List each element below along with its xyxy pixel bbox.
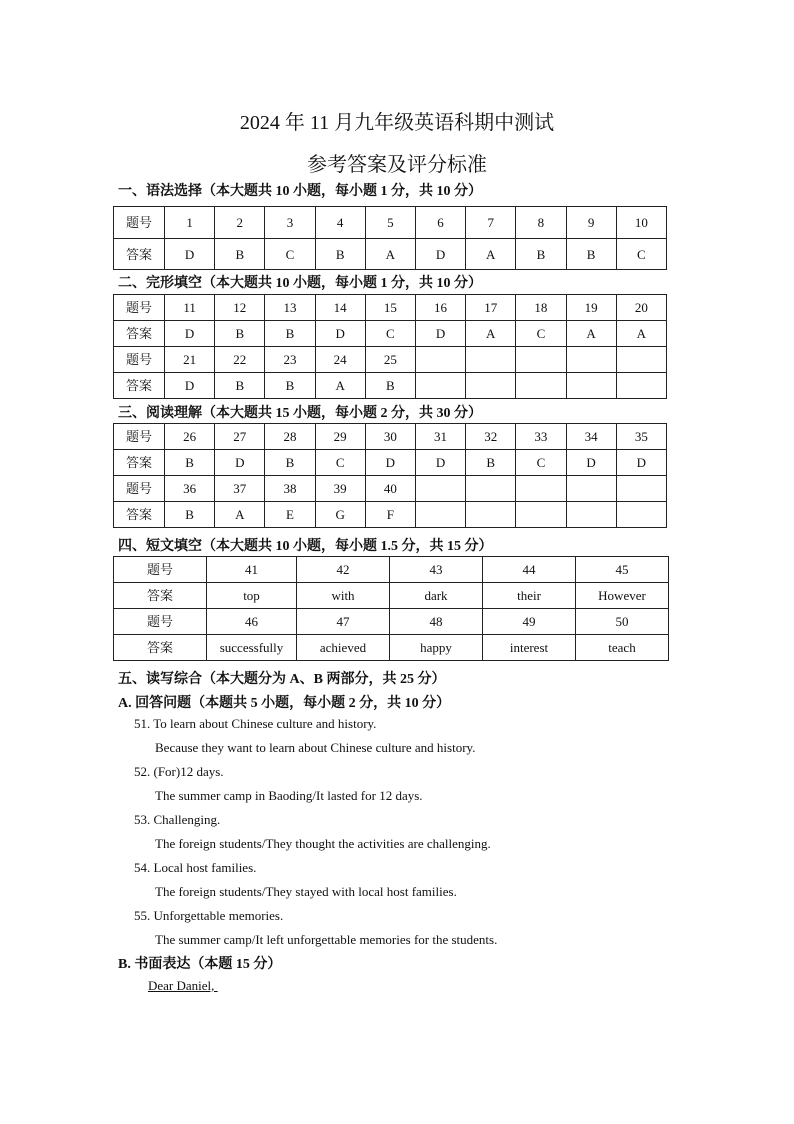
table-cell: 1 xyxy=(165,207,215,239)
table-cell: 答案 xyxy=(114,321,165,347)
table-cell: E xyxy=(265,502,315,528)
table-row xyxy=(114,609,669,635)
table-cell: dark xyxy=(390,583,483,609)
table-cell xyxy=(616,476,666,502)
section5-heading: 五、读写综合（本大题分为 A、B 两部分，共 25 分） xyxy=(118,672,446,687)
table-cell: 38 xyxy=(265,476,315,502)
table-cell: A xyxy=(616,321,666,347)
table-row xyxy=(114,347,667,373)
table-cell: C xyxy=(315,450,365,476)
table-cell: D xyxy=(365,450,415,476)
table-cell: 30 xyxy=(365,424,415,450)
table-cell: C xyxy=(265,239,315,270)
table-cell: happy xyxy=(390,635,483,661)
table-cell: B xyxy=(315,239,365,270)
table-cell: D xyxy=(215,450,265,476)
section5-part-b-heading: B. 书面表达（本题 15 分） xyxy=(118,957,282,972)
table-cell: 49 xyxy=(483,609,576,635)
table-row xyxy=(114,502,667,528)
table-cell: C xyxy=(516,321,566,347)
table-cell: 16 xyxy=(415,295,465,321)
section1-heading: 一、语法选择（本大题共 10 小题，每小题 1 分，共 10 分） xyxy=(118,184,482,199)
table-cell: A xyxy=(566,321,616,347)
table-cell: 4 xyxy=(315,207,365,239)
table-cell: 48 xyxy=(390,609,483,635)
table-cell: 50 xyxy=(576,609,669,635)
table-cell: B xyxy=(265,373,315,399)
table-cell xyxy=(566,347,616,373)
table-cell: B xyxy=(215,239,265,270)
table-cell: B xyxy=(466,450,516,476)
table-cell: 32 xyxy=(466,424,516,450)
answer-52-full: The summer camp in Baoding/It lasted for 12 days. xyxy=(155,788,423,803)
table-cell: 15 xyxy=(365,295,415,321)
table-cell xyxy=(415,373,465,399)
table-cell: 43 xyxy=(390,557,483,583)
table-cell: 8 xyxy=(516,207,566,239)
table-cell: C xyxy=(616,239,666,270)
table-row xyxy=(114,295,667,321)
table-cell: 25 xyxy=(365,347,415,373)
table-cell: 36 xyxy=(165,476,215,502)
table-cell: 29 xyxy=(315,424,365,450)
table-cell: 5 xyxy=(365,207,415,239)
answer-54-full: The foreign students/They stayed with local host families. xyxy=(155,884,457,899)
table-row xyxy=(114,557,669,583)
table-cell: teach xyxy=(576,635,669,661)
table-cell: 答案 xyxy=(114,583,207,609)
table-cell: 41 xyxy=(207,557,297,583)
table-cell: 31 xyxy=(415,424,465,450)
table-cell: 22 xyxy=(215,347,265,373)
table-row xyxy=(114,583,669,609)
section2-heading: 二、完形填空（本大题共 10 小题，每小题 1 分，共 10 分） xyxy=(118,276,482,291)
table-cell: 题号 xyxy=(114,347,165,373)
table-cell: 17 xyxy=(466,295,516,321)
table-cell xyxy=(466,502,516,528)
table-cell: 23 xyxy=(265,347,315,373)
table-cell: 24 xyxy=(315,347,365,373)
table-cell: 题号 xyxy=(114,207,165,239)
document-title: 2024 年 11 月九年级英语科期中测试 xyxy=(239,112,555,134)
answer-55-short: 55. Unforgettable memories. xyxy=(134,908,284,923)
table-cell: 19 xyxy=(566,295,616,321)
answer-52-short: 52. (For)12 days. xyxy=(134,764,224,779)
table-cell: 3 xyxy=(265,207,315,239)
table-row xyxy=(114,207,667,239)
section4-answer-table xyxy=(113,556,669,661)
table-cell: 题号 xyxy=(114,609,207,635)
answer-54-short: 54. Local host families. xyxy=(134,860,257,875)
table-cell: 题号 xyxy=(114,295,165,321)
table-cell: A xyxy=(466,239,516,270)
table-row xyxy=(114,635,669,661)
table-row xyxy=(114,476,667,502)
table-cell: 39 xyxy=(315,476,365,502)
table-cell: 11 xyxy=(165,295,215,321)
table-cell xyxy=(616,373,666,399)
table-cell: 40 xyxy=(365,476,415,502)
table-cell: However xyxy=(576,583,669,609)
answer-55-full: The summer camp/It left unforgettable memories for the students. xyxy=(155,932,498,947)
table-cell: B xyxy=(265,450,315,476)
answer-53-full: The foreign students/They thought the activities are challenging. xyxy=(155,836,491,851)
table-cell: A xyxy=(466,321,516,347)
table-cell: 13 xyxy=(265,295,315,321)
table-cell: D xyxy=(165,373,215,399)
table-cell: D xyxy=(415,321,465,347)
table-cell: A xyxy=(215,502,265,528)
section4-heading: 四、短文填空（本大题共 10 小题，每小题 1.5 分，共 15 分） xyxy=(118,539,493,554)
table-cell: 18 xyxy=(516,295,566,321)
table-cell: 答案 xyxy=(114,239,165,270)
table-cell: C xyxy=(365,321,415,347)
section1-answer-table xyxy=(113,206,667,270)
section3-answer-table xyxy=(113,423,667,528)
table-cell xyxy=(516,347,566,373)
table-cell: 28 xyxy=(265,424,315,450)
table-cell: 答案 xyxy=(114,373,165,399)
table-cell: D xyxy=(566,450,616,476)
table-cell: A xyxy=(315,373,365,399)
table-cell: D xyxy=(315,321,365,347)
table-cell: 6 xyxy=(415,207,465,239)
table-cell: 答案 xyxy=(114,635,207,661)
table-cell: 21 xyxy=(165,347,215,373)
table-cell: 答案 xyxy=(114,502,165,528)
table-cell: F xyxy=(365,502,415,528)
table-cell: 26 xyxy=(165,424,215,450)
table-cell: achieved xyxy=(297,635,390,661)
table-cell: 14 xyxy=(315,295,365,321)
table-cell xyxy=(566,476,616,502)
table-cell: B xyxy=(215,321,265,347)
table-row xyxy=(114,321,667,347)
table-cell xyxy=(466,476,516,502)
table-cell: 题号 xyxy=(114,476,165,502)
table-cell: D xyxy=(415,239,465,270)
table-cell xyxy=(466,347,516,373)
table-cell: D xyxy=(165,239,215,270)
table-cell: interest xyxy=(483,635,576,661)
table-row xyxy=(114,424,667,450)
table-cell: their xyxy=(483,583,576,609)
table-row xyxy=(114,373,667,399)
table-cell: G xyxy=(315,502,365,528)
letter-greeting: Dear Daniel, xyxy=(148,978,218,993)
table-cell: with xyxy=(297,583,390,609)
table-cell: 27 xyxy=(215,424,265,450)
table-cell: B xyxy=(516,239,566,270)
table-row xyxy=(114,239,667,270)
answer-51-short: 51. To learn about Chinese culture and history. xyxy=(134,716,377,731)
table-cell: 34 xyxy=(566,424,616,450)
table-cell: 答案 xyxy=(114,450,165,476)
table-cell: 33 xyxy=(516,424,566,450)
section2-answer-table xyxy=(113,294,667,399)
table-cell: B xyxy=(215,373,265,399)
table-cell: B xyxy=(265,321,315,347)
table-cell xyxy=(415,502,465,528)
table-cell: 题号 xyxy=(114,557,207,583)
table-cell: 10 xyxy=(616,207,666,239)
table-cell xyxy=(415,347,465,373)
table-cell: D xyxy=(616,450,666,476)
table-cell: 42 xyxy=(297,557,390,583)
table-cell: 2 xyxy=(215,207,265,239)
table-cell: C xyxy=(516,450,566,476)
table-cell: 12 xyxy=(215,295,265,321)
section5-part-a-heading: A. 回答问题（本题共 5 小题，每小题 2 分，共 10 分） xyxy=(118,696,451,711)
table-cell: 9 xyxy=(566,207,616,239)
table-cell: top xyxy=(207,583,297,609)
table-cell: 47 xyxy=(297,609,390,635)
document-subtitle: 参考答案及评分标准 xyxy=(307,154,487,176)
answer-51-full: Because they want to learn about Chinese culture and history. xyxy=(155,740,476,755)
table-cell xyxy=(566,502,616,528)
table-cell xyxy=(516,476,566,502)
table-cell xyxy=(466,373,516,399)
table-cell: B xyxy=(365,373,415,399)
table-cell: 44 xyxy=(483,557,576,583)
table-cell xyxy=(616,347,666,373)
table-cell: 46 xyxy=(207,609,297,635)
table-cell: 37 xyxy=(215,476,265,502)
section3-heading: 三、阅读理解（本大题共 15 小题，每小题 2 分，共 30 分） xyxy=(118,406,482,421)
table-cell: B xyxy=(165,502,215,528)
answer-53-short: 53. Challenging. xyxy=(134,812,221,827)
table-cell: D xyxy=(165,321,215,347)
table-cell xyxy=(566,373,616,399)
table-cell: A xyxy=(365,239,415,270)
table-cell: 7 xyxy=(466,207,516,239)
table-cell: successfully xyxy=(207,635,297,661)
table-cell xyxy=(616,502,666,528)
table-cell xyxy=(516,502,566,528)
table-cell: B xyxy=(165,450,215,476)
table-cell xyxy=(415,476,465,502)
table-cell: 35 xyxy=(616,424,666,450)
table-row xyxy=(114,450,667,476)
table-cell: 45 xyxy=(576,557,669,583)
table-cell: B xyxy=(566,239,616,270)
table-cell xyxy=(516,373,566,399)
table-cell: 题号 xyxy=(114,424,165,450)
table-cell: D xyxy=(415,450,465,476)
table-cell: 20 xyxy=(616,295,666,321)
